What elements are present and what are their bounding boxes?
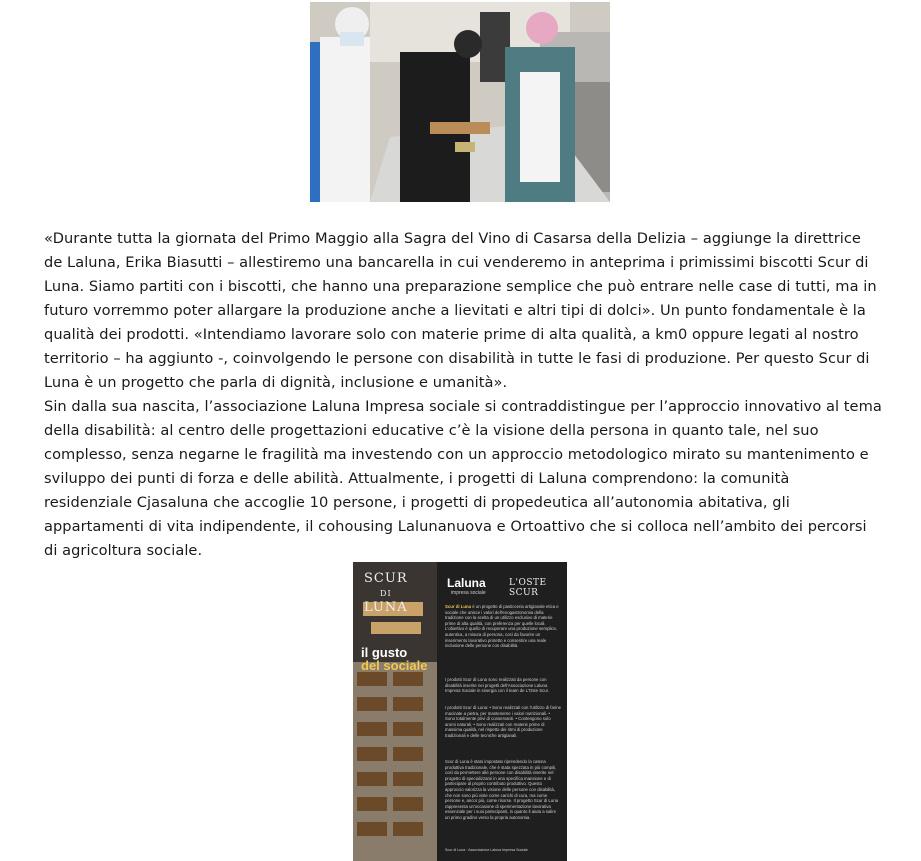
poster-footer: Scur di Luna · Associazione Laluna Impresa Sociale xyxy=(445,848,528,852)
scur-di-luna-poster xyxy=(353,562,567,861)
gusto-del-sociale-title: il gusto del sociale xyxy=(361,645,428,673)
poster-text-project: Scur di Luna è stato impostato riprendendo la catena produttiva tradizionale, che è stata spezzata in più compiti, così da permettere alle persone con disabilità inserite nel progetto di specializzarsi in una specifica mansione e di partecipare al proprio contributo produttivo. Questo approccio valorizza la visione delle persone con disabilità, che non sono più viste come carichi di cura, ma come persone e, ancor più, come risorse. Il progetto Scur di Luna rappresenta un'occasione di sperimentazione lavorativa essenziale per i suoi partecipanti, in quanto li aiuta a salire un primo gradino verso la propria autonomia. xyxy=(445,759,558,820)
article-paragraph-quote: «Durante tutta la giornata del Primo Maggio alla Sagra del Vino di Casarsa della Delizia – aggiunge la direttrice de Laluna, Erika Biasutti – allestiremo una bancarella in cui venderemo in anteprima i primissimi biscotti Scur di Luna. Siamo partiti con i biscotti, che hanno una preparazione semplice che può entrare nelle case di tutti, ma in futuro vorremmo poter allargare la produzione anche a lievitati e altri tipi di dolci». Un punto fondamentale è la qualità dei prodotti. «Intendiamo lavorare solo con materie prime di alta qualità, a km0 oppure legati al nostro territorio – ha aggiunto -, coinvolgendo le persone con disabilità in tutte le fasi di produzione. Per questo Scur di Luna è un progetto che parla di dignità, inclusione e umanità». xyxy=(44,230,877,391)
poster-text-products: I prodotti Scur di Luna sono realizzati da persone con disabilità inserite nei progetti dell'Associazione Laluna Impresa Sociale in sinergia con il team de L'Oste Scur. xyxy=(445,677,549,694)
scur-di-luna-logo: SCUR DI LUNA xyxy=(364,571,408,615)
article-paragraph-association: Sin dalla sua nascita, l’associazione Laluna Impresa sociale si contraddistingue per l’approccio innovativo al tema della disabilità: al centro delle progettazioni educative c’è la visione della persona in quanto tale, nel suo complesso, senza negarne le fragilità ma investendo con un approccio metodologico mirato su mantenimento e sviluppo dei punti di forza e delle abilità. Attualmente, i progetti di Laluna comprendono: la comunità residenziale Cjasaluna che accoglie 10 persone, i progetti di propedeutica all’autonomia abitativa, gli appartamenti di vita indipendente, il cohousing Lalunanuova e Ortoattivo che si colloca nell’ambito dei percorsi di agricoltura sociale. xyxy=(44,398,882,559)
kitchen-photo-illustration xyxy=(310,2,610,202)
oste-scur-logo: L'OSTE SCUR xyxy=(509,578,547,598)
poster-text-intro: Scur di Luna è un progetto di pasticceria artigianale etica e sociale che unisce i valori dell'enogastronomia della tradizione con la scelta di un utilizzo esclusivo di materie prime di alta qualità, con preferenza per quelle locali. L'obiettivo è quello di recuperare una produzione semplice, autentica, a misura di persona, così da favorire un inserimento lavorativo protetto e consentire una reale inclusione delle persone con disabilità. xyxy=(445,604,559,649)
poster-text-features: I prodotti Scur di Luna: • Sono realizzati con l'utilizzo di farine macinate a pietra, per mantenerne i valori nutrizionali. • Sono totalmente privi di conservanti. • Contengono solo aromi naturali. • Sono realizzati con materie prime di massima qualità, nel rispetto dei ritmi di produzione tradizionali e delle tecniche artigianali. xyxy=(445,705,562,738)
article-body xyxy=(44,227,882,563)
laluna-logo: Laluna impresa sociale xyxy=(447,576,486,596)
kitchen-photo xyxy=(310,2,610,202)
